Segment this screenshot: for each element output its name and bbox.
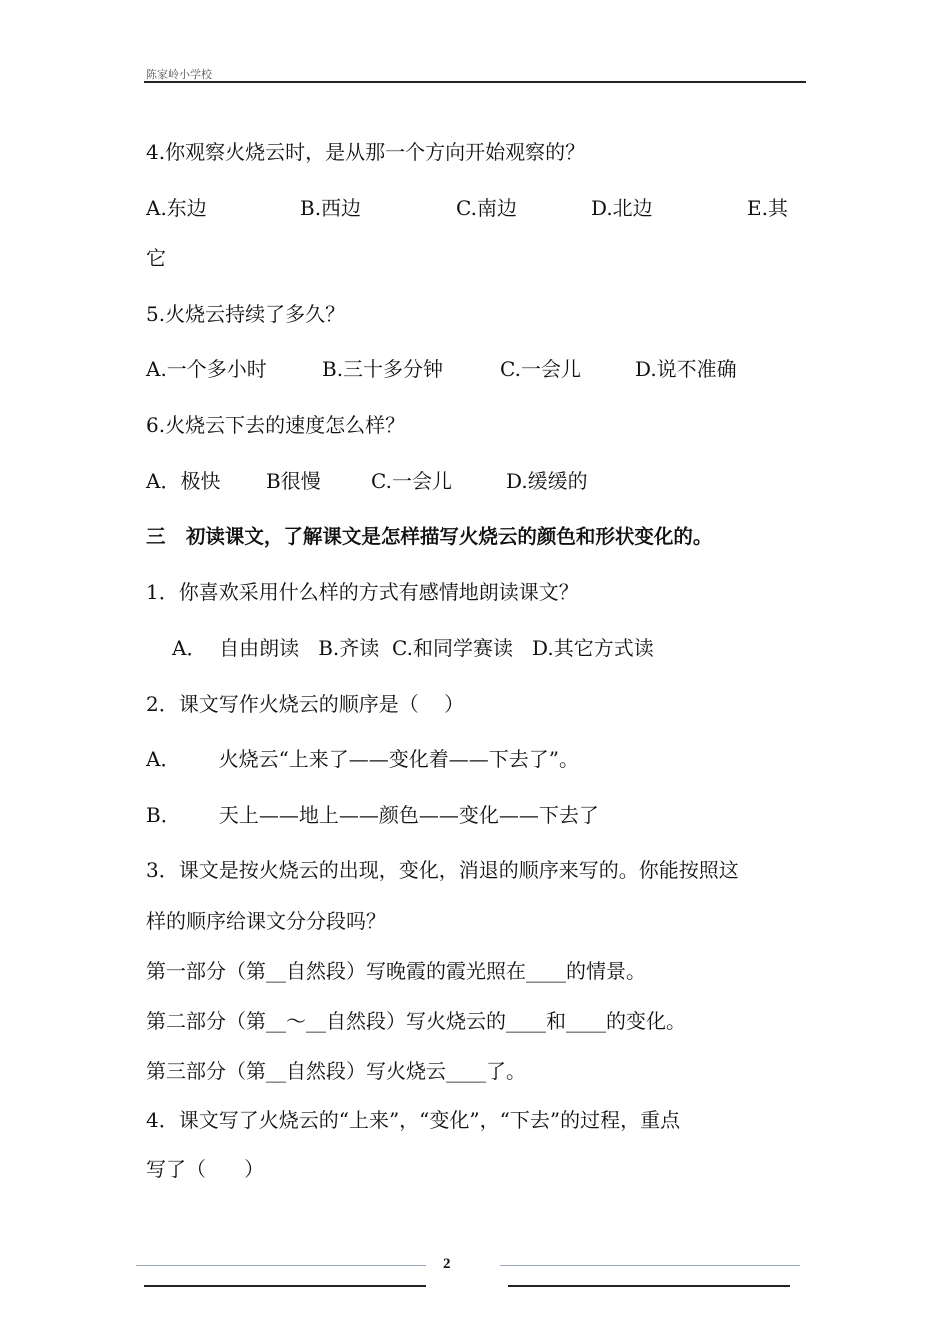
section-3-question-3-line-2: 样的顺序给课文分分段吗？ — [146, 909, 386, 933]
q4-option-c: C.南边 — [456, 196, 517, 220]
s3q3-part-2: 第二部分（第__～__自然段）写火烧云的____和____的变化。 — [146, 1009, 686, 1033]
q4-option-e: E.其 — [747, 196, 788, 220]
q4-option-e-wrap: 它 — [146, 246, 166, 270]
header-school-name: 陈家岭小学校 — [146, 68, 212, 81]
header-rule — [144, 81, 806, 83]
section-3-question-3-line-1: 3．课文是按火烧云的出现，变化，消退的顺序来写的。你能按照这 — [146, 858, 739, 882]
q6-option-c: C.一会儿 — [371, 469, 452, 493]
q4-option-d: D.北边 — [591, 196, 653, 220]
page-number: 2 — [443, 1256, 451, 1272]
q6-option-a: A．极快 — [146, 469, 221, 493]
section-3-question-2: 2．课文写作火烧云的顺序是（ ） — [146, 692, 465, 716]
q5-option-a: A.一个多小时 — [146, 357, 267, 381]
section-3-question-4-line-2: 写了（ ） — [146, 1157, 265, 1181]
footer-rule-right-bottom — [508, 1285, 790, 1287]
q5-option-b: B.三十多分钟 — [322, 357, 444, 381]
q4-option-a: A.东边 — [146, 196, 207, 220]
q6-option-d: D.缓缓的 — [506, 469, 588, 493]
question-4: 4.你观察火烧云时，是从那一个方向开始观察的？ — [146, 140, 586, 164]
q5-option-d: D.说不准确 — [635, 357, 737, 381]
question-5: 5.火烧云持续了多久？ — [146, 302, 346, 326]
s3q1-options: A． 自由朗读 B.齐读 C.和同学赛读 D.其它方式读 — [172, 636, 654, 660]
section-3-question-4-line-1: 4．课文写了火烧云的“上来”，“变化”，“下去”的过程，重点 — [146, 1108, 681, 1132]
s3q2-option-b: B． 天上——地上——颜色——变化——下去了 — [146, 803, 599, 827]
s3q3-part-3: 第三部分（第__自然段）写火烧云____了。 — [146, 1059, 526, 1083]
question-6: 6.火烧云下去的速度怎么样？ — [146, 413, 406, 437]
s3q3-part-1: 第一部分（第__自然段）写晚霞的霞光照在____的情景。 — [146, 959, 646, 983]
q5-option-c: C.一会儿 — [500, 357, 581, 381]
footer-rule-right-top — [500, 1265, 800, 1266]
footer-rule-left-bottom — [144, 1285, 426, 1287]
s3q2-option-a: A． 火烧云“上来了——变化着——下去了”。 — [146, 747, 580, 771]
section-3-title: 三 初读课文，了解课文是怎样描写火烧云的颜色和形状变化的。 — [146, 525, 713, 548]
q4-option-b: B.西边 — [300, 196, 362, 220]
q6-option-b: B很慢 — [266, 469, 321, 493]
section-3-question-1: 1．你喜欢采用什么样的方式有感情地朗读课文？ — [146, 580, 579, 604]
footer-rule-left-top — [136, 1265, 426, 1266]
